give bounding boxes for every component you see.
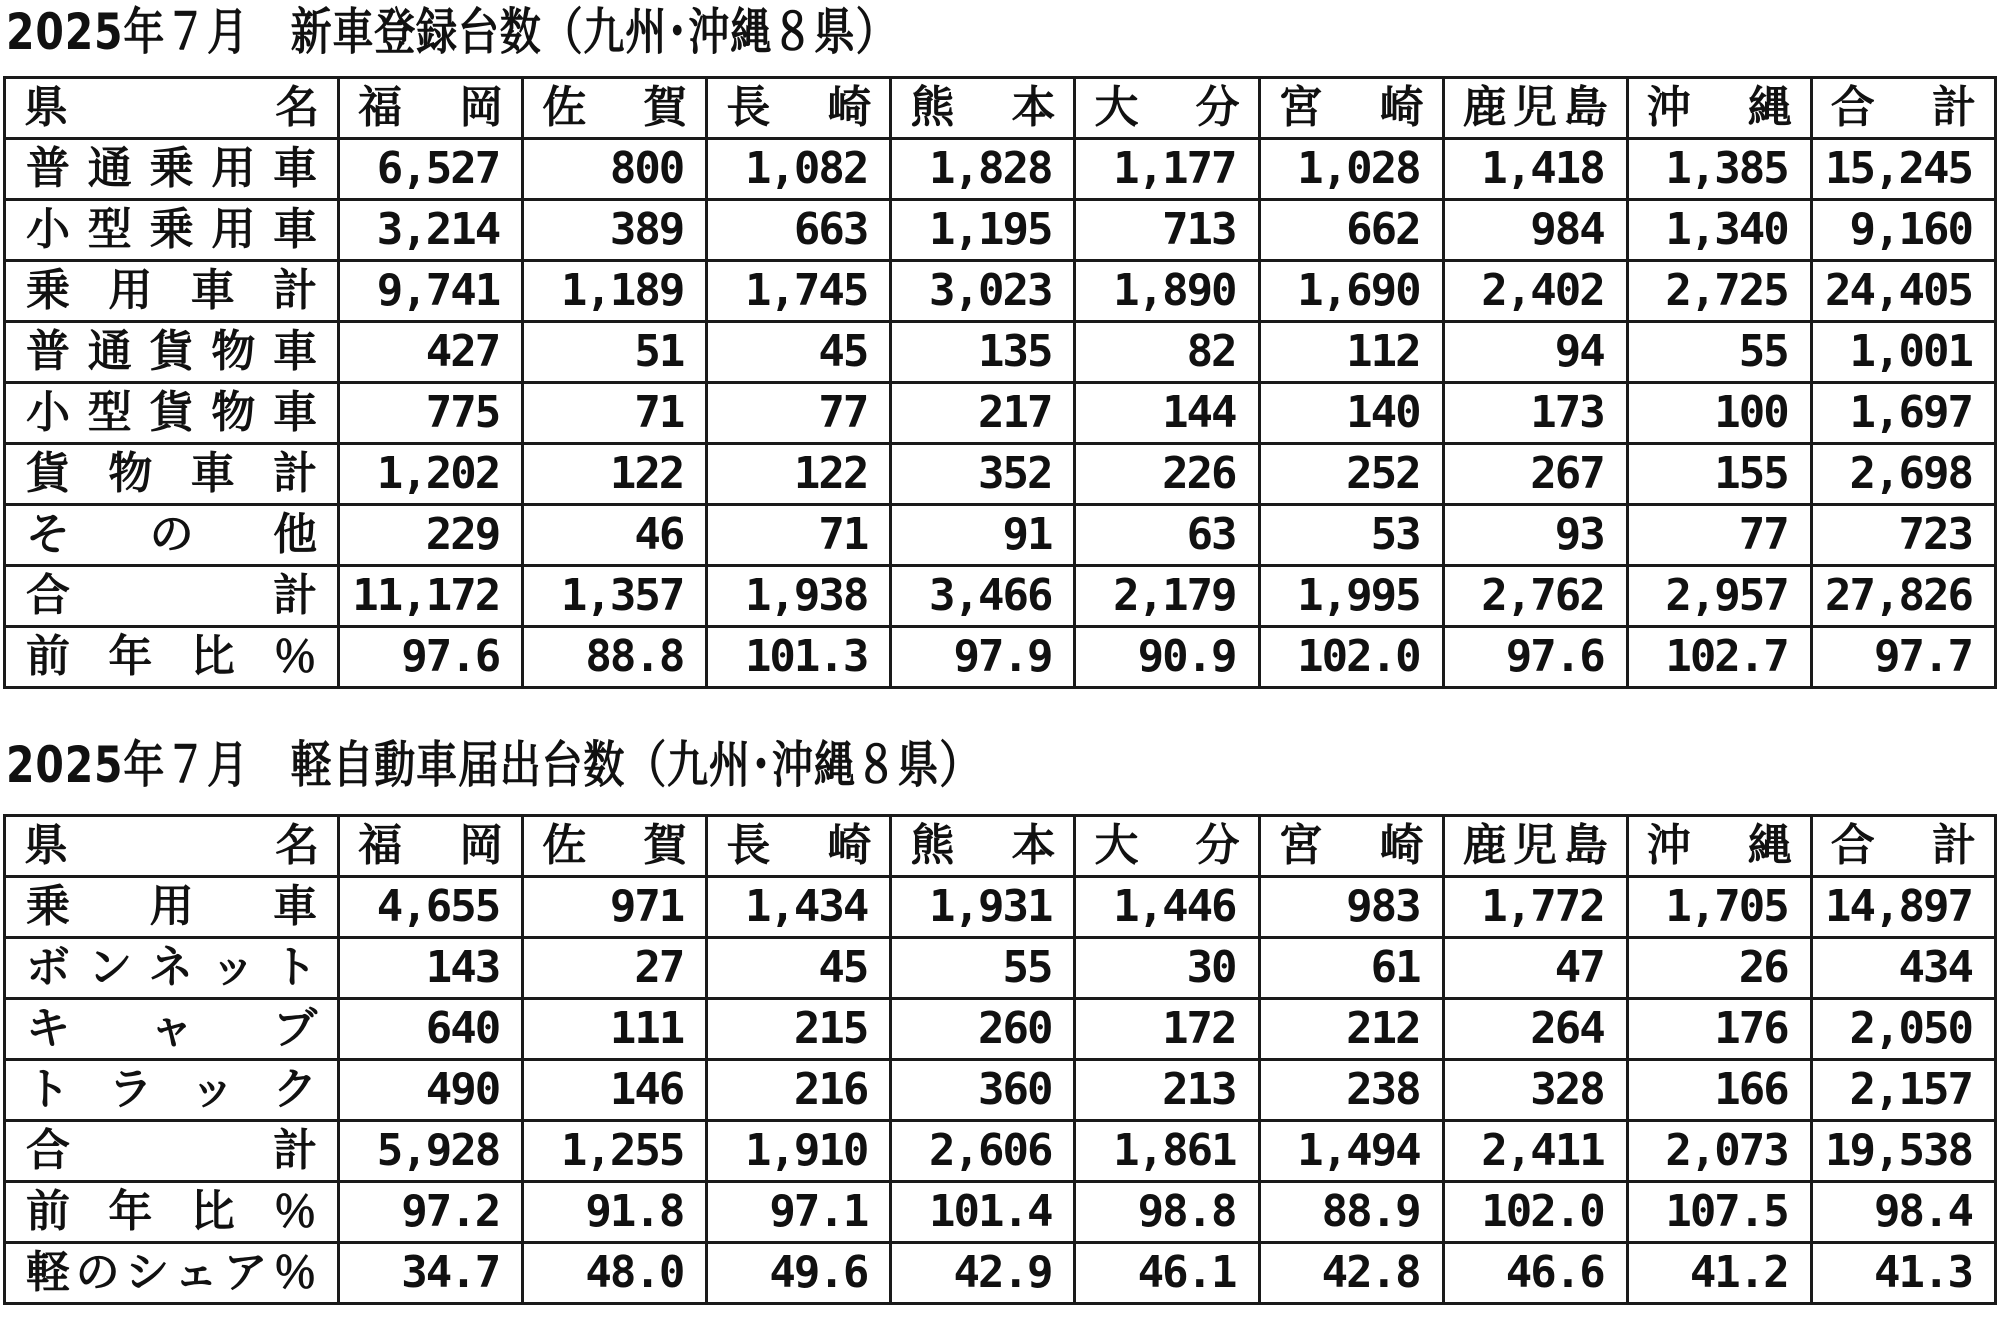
value-cell: 15,245 — [1811, 139, 1995, 200]
value-cell: 46.1 — [1075, 1243, 1259, 1304]
value-cell: 5,928 — [339, 1121, 523, 1182]
value-cell: 217 — [891, 383, 1075, 444]
table-row — [5, 566, 1996, 627]
header-cell: 佐 賀 — [523, 816, 707, 877]
value-cell: 27,826 — [1811, 566, 1995, 627]
value-cell: 97.2 — [339, 1182, 523, 1243]
header-cell: 長 崎 — [707, 78, 891, 139]
value-cell: 971 — [523, 877, 707, 938]
value-cell: 112 — [1259, 322, 1443, 383]
value-cell: 42.9 — [891, 1243, 1075, 1304]
value-cell: 490 — [339, 1060, 523, 1121]
value-cell: 775 — [339, 383, 523, 444]
value-cell: 713 — [1075, 200, 1259, 261]
value-cell: 41.3 — [1811, 1243, 1995, 1304]
table-row — [5, 200, 1996, 261]
row-label: その他 — [5, 505, 339, 566]
header-row — [5, 816, 1996, 877]
value-cell: 1,028 — [1259, 139, 1443, 200]
header-cell: 鹿児島 — [1443, 816, 1627, 877]
value-cell: 102.7 — [1627, 627, 1811, 688]
value-cell: 2,957 — [1627, 566, 1811, 627]
value-cell: 135 — [891, 322, 1075, 383]
value-cell: 1,995 — [1259, 566, 1443, 627]
row-label: 軽のシェア％ — [5, 1243, 339, 1304]
value-cell: 434 — [1811, 938, 1995, 999]
value-cell: 101.4 — [891, 1182, 1075, 1243]
value-cell: 6,527 — [339, 139, 523, 200]
value-cell: 30 — [1075, 938, 1259, 999]
table-row — [5, 139, 1996, 200]
value-cell: 2,157 — [1811, 1060, 1995, 1121]
value-cell: 55 — [891, 938, 1075, 999]
value-cell: 663 — [707, 200, 891, 261]
row-label: 前年比％ — [5, 627, 339, 688]
header-cell: 熊 本 — [891, 78, 1075, 139]
row-label: 乗用車 — [5, 877, 339, 938]
value-cell: 91 — [891, 505, 1075, 566]
value-cell: 11,172 — [339, 566, 523, 627]
table-row — [5, 877, 1996, 938]
value-cell: 77 — [707, 383, 891, 444]
value-cell: 1,910 — [707, 1121, 891, 1182]
value-cell: 90.9 — [1075, 627, 1259, 688]
value-cell: 122 — [707, 444, 891, 505]
value-cell: 102.0 — [1443, 1182, 1627, 1243]
row-label: ボンネット — [5, 938, 339, 999]
value-cell: 226 — [1075, 444, 1259, 505]
value-cell: 238 — [1259, 1060, 1443, 1121]
value-cell: 144 — [1075, 383, 1259, 444]
value-cell: 2,050 — [1811, 999, 1995, 1060]
value-cell: 45 — [707, 938, 891, 999]
value-cell: 97.7 — [1811, 627, 1995, 688]
value-cell: 97.6 — [339, 627, 523, 688]
row-label: 前年比％ — [5, 1182, 339, 1243]
value-cell: 1,255 — [523, 1121, 707, 1182]
value-cell: 1,828 — [891, 139, 1075, 200]
value-cell: 63 — [1075, 505, 1259, 566]
row-label: 合 計 — [5, 1121, 339, 1182]
value-cell: 14,897 — [1811, 877, 1995, 938]
value-cell: 94 — [1443, 322, 1627, 383]
value-cell: 41.2 — [1627, 1243, 1811, 1304]
value-cell: 176 — [1627, 999, 1811, 1060]
value-cell: 166 — [1627, 1060, 1811, 1121]
value-cell: 9,160 — [1811, 200, 1995, 261]
table1-title: 2025年７月 新車登録台数（九州･沖縄８県） — [6, 3, 898, 61]
header-cell: 宮 崎 — [1259, 78, 1443, 139]
value-cell: 1,195 — [891, 200, 1075, 261]
value-cell: 2,402 — [1443, 261, 1627, 322]
table-row — [5, 999, 1996, 1060]
value-cell: 1,082 — [707, 139, 891, 200]
value-cell: 800 — [523, 139, 707, 200]
row-label: 普通乗用車 — [5, 139, 339, 200]
value-cell: 1,434 — [707, 877, 891, 938]
value-cell: 3,466 — [891, 566, 1075, 627]
value-cell: 1,202 — [339, 444, 523, 505]
row-label: 普通貨物車 — [5, 322, 339, 383]
value-cell: 1,938 — [707, 566, 891, 627]
value-cell: 216 — [707, 1060, 891, 1121]
header-cell: 沖 縄 — [1627, 78, 1811, 139]
value-cell: 984 — [1443, 200, 1627, 261]
table-row — [5, 261, 1996, 322]
value-cell: 45 — [707, 322, 891, 383]
value-cell: 260 — [891, 999, 1075, 1060]
table-row — [5, 938, 1996, 999]
header-cell: 宮 崎 — [1259, 816, 1443, 877]
header-row — [5, 78, 1996, 139]
value-cell: 26 — [1627, 938, 1811, 999]
value-cell: 98.8 — [1075, 1182, 1259, 1243]
value-cell: 71 — [707, 505, 891, 566]
value-cell: 71 — [523, 383, 707, 444]
header-cell: 熊 本 — [891, 816, 1075, 877]
table-row — [5, 1182, 1996, 1243]
value-cell: 97.9 — [891, 627, 1075, 688]
header-cell: 沖 縄 — [1627, 816, 1811, 877]
table-row — [5, 322, 1996, 383]
value-cell: 1,446 — [1075, 877, 1259, 938]
value-cell: 267 — [1443, 444, 1627, 505]
row-label: 小型貨物車 — [5, 383, 339, 444]
value-cell: 82 — [1075, 322, 1259, 383]
value-cell: 1,494 — [1259, 1121, 1443, 1182]
header-label-cell: 県 名 — [5, 78, 339, 139]
value-cell: 77 — [1627, 505, 1811, 566]
table-row — [5, 1060, 1996, 1121]
value-cell: 122 — [523, 444, 707, 505]
header-cell: 合 計 — [1811, 78, 1995, 139]
value-cell: 1,745 — [707, 261, 891, 322]
value-cell: 173 — [1443, 383, 1627, 444]
value-cell: 389 — [523, 200, 707, 261]
value-cell: 42.8 — [1259, 1243, 1443, 1304]
value-cell: 24,405 — [1811, 261, 1995, 322]
row-label: トラック — [5, 1060, 339, 1121]
value-cell: 2,179 — [1075, 566, 1259, 627]
value-cell: 91.8 — [523, 1182, 707, 1243]
row-label: 小型乗用車 — [5, 200, 339, 261]
value-cell: 1,177 — [1075, 139, 1259, 200]
header-cell: 福 岡 — [339, 816, 523, 877]
row-label: 乗用車計 — [5, 261, 339, 322]
value-cell: 1,705 — [1627, 877, 1811, 938]
header-label-cell: 県 名 — [5, 816, 339, 877]
new-car-registration-table — [3, 76, 1997, 689]
row-label: 貨物車計 — [5, 444, 339, 505]
header-cell: 合 計 — [1811, 816, 1995, 877]
value-cell: 61 — [1259, 938, 1443, 999]
value-cell: 101.3 — [707, 627, 891, 688]
value-cell: 102.0 — [1259, 627, 1443, 688]
header-cell: 鹿児島 — [1443, 78, 1627, 139]
value-cell: 48.0 — [523, 1243, 707, 1304]
table2-title: 2025年７月 軽自動車届出台数（九州･沖縄８県） — [6, 736, 982, 794]
value-cell: 155 — [1627, 444, 1811, 505]
light-vehicle-notification-table — [3, 814, 1997, 1305]
value-cell: 143 — [339, 938, 523, 999]
value-cell: 146 — [523, 1060, 707, 1121]
value-cell: 983 — [1259, 877, 1443, 938]
value-cell: 1,697 — [1811, 383, 1995, 444]
value-cell: 53 — [1259, 505, 1443, 566]
value-cell: 34.7 — [339, 1243, 523, 1304]
value-cell: 1,861 — [1075, 1121, 1259, 1182]
value-cell: 328 — [1443, 1060, 1627, 1121]
table-row — [5, 505, 1996, 566]
value-cell: 2,606 — [891, 1121, 1075, 1182]
value-cell: 47 — [1443, 938, 1627, 999]
value-cell: 1,772 — [1443, 877, 1627, 938]
value-cell: 229 — [339, 505, 523, 566]
value-cell: 2,411 — [1443, 1121, 1627, 1182]
table-row — [5, 1243, 1996, 1304]
value-cell: 1,690 — [1259, 261, 1443, 322]
value-cell: 55 — [1627, 322, 1811, 383]
value-cell: 3,023 — [891, 261, 1075, 322]
value-cell: 264 — [1443, 999, 1627, 1060]
table-row — [5, 444, 1996, 505]
value-cell: 97.6 — [1443, 627, 1627, 688]
value-cell: 88.9 — [1259, 1182, 1443, 1243]
value-cell: 98.4 — [1811, 1182, 1995, 1243]
value-cell: 640 — [339, 999, 523, 1060]
value-cell: 107.5 — [1627, 1182, 1811, 1243]
value-cell: 3,214 — [339, 200, 523, 261]
table-row — [5, 1121, 1996, 1182]
value-cell: 1,001 — [1811, 322, 1995, 383]
table-row — [5, 627, 1996, 688]
value-cell: 427 — [339, 322, 523, 383]
value-cell: 1,890 — [1075, 261, 1259, 322]
header-cell: 大 分 — [1075, 78, 1259, 139]
value-cell: 1,418 — [1443, 139, 1627, 200]
value-cell: 9,741 — [339, 261, 523, 322]
value-cell: 27 — [523, 938, 707, 999]
value-cell: 2,725 — [1627, 261, 1811, 322]
value-cell: 4,655 — [339, 877, 523, 938]
value-cell: 1,385 — [1627, 139, 1811, 200]
value-cell: 97.1 — [707, 1182, 891, 1243]
value-cell: 49.6 — [707, 1243, 891, 1304]
value-cell: 252 — [1259, 444, 1443, 505]
value-cell: 212 — [1259, 999, 1443, 1060]
row-label: キャブ — [5, 999, 339, 1060]
value-cell: 88.8 — [523, 627, 707, 688]
value-cell: 1,189 — [523, 261, 707, 322]
header-cell: 佐 賀 — [523, 78, 707, 139]
value-cell: 662 — [1259, 200, 1443, 261]
row-label: 合 計 — [5, 566, 339, 627]
value-cell: 2,762 — [1443, 566, 1627, 627]
header-cell: 大 分 — [1075, 816, 1259, 877]
value-cell: 1,931 — [891, 877, 1075, 938]
value-cell: 1,357 — [523, 566, 707, 627]
value-cell: 213 — [1075, 1060, 1259, 1121]
table-row — [5, 383, 1996, 444]
value-cell: 2,073 — [1627, 1121, 1811, 1182]
value-cell: 51 — [523, 322, 707, 383]
value-cell: 46.6 — [1443, 1243, 1627, 1304]
value-cell: 215 — [707, 999, 891, 1060]
value-cell: 352 — [891, 444, 1075, 505]
value-cell: 46 — [523, 505, 707, 566]
value-cell: 111 — [523, 999, 707, 1060]
header-cell: 福 岡 — [339, 78, 523, 139]
value-cell: 19,538 — [1811, 1121, 1995, 1182]
value-cell: 172 — [1075, 999, 1259, 1060]
value-cell: 100 — [1627, 383, 1811, 444]
value-cell: 2,698 — [1811, 444, 1995, 505]
value-cell: 140 — [1259, 383, 1443, 444]
value-cell: 93 — [1443, 505, 1627, 566]
value-cell: 723 — [1811, 505, 1995, 566]
value-cell: 360 — [891, 1060, 1075, 1121]
header-cell: 長 崎 — [707, 816, 891, 877]
value-cell: 1,340 — [1627, 200, 1811, 261]
